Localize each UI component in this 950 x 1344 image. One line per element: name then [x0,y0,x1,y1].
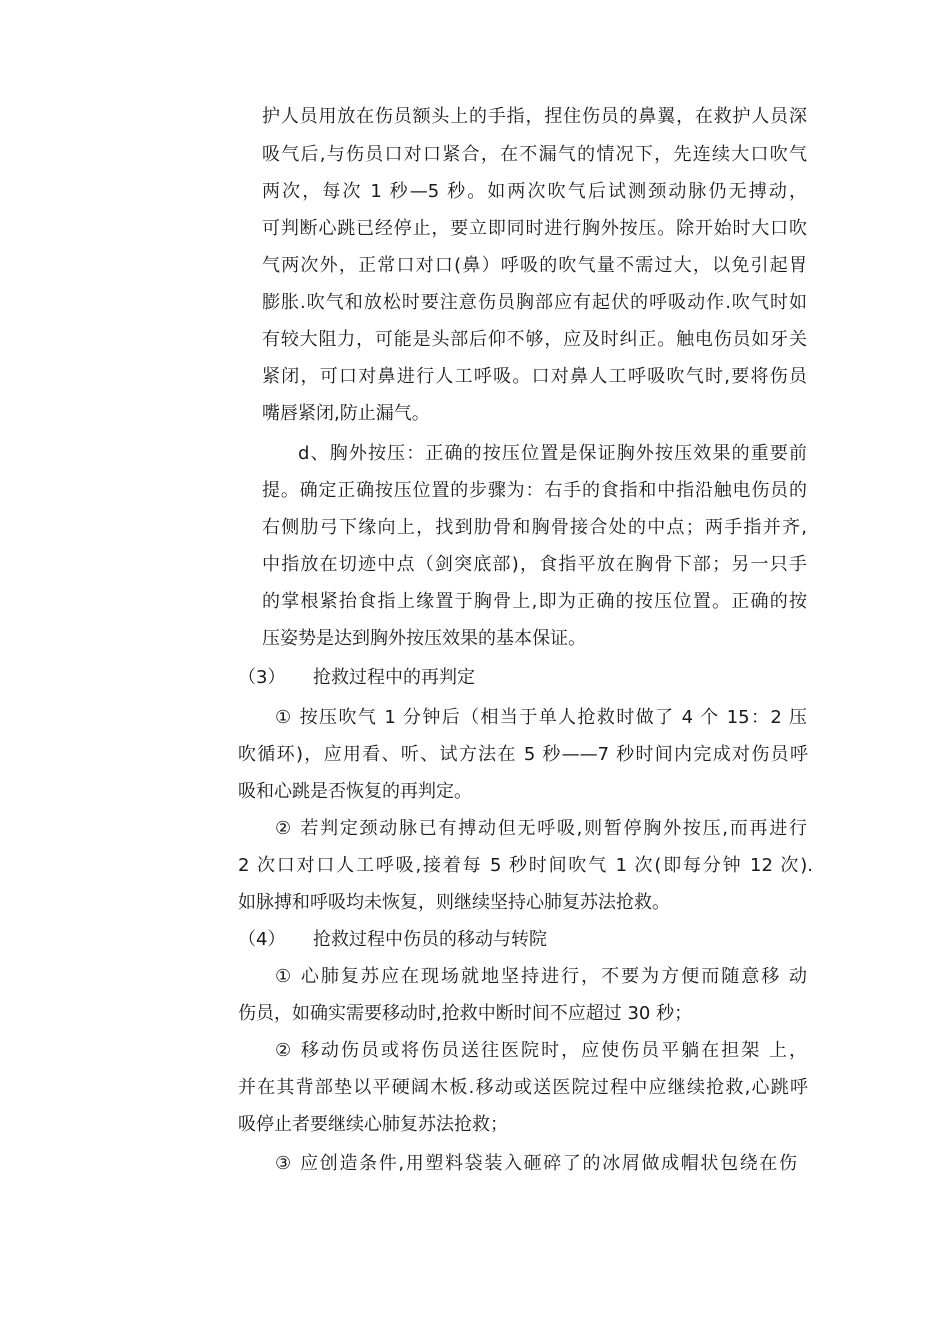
section-number: （3） [238,667,286,688]
section-title: 抢救过程中的再判定 [313,667,475,688]
text-line: 膨胀.吹气和放松时要注意伤员胸部应有起伏的呼吸动作.吹气时如 [262,292,807,313]
text-line: ② 若判定颈动脉已有搏动但无呼吸,则暂停胸外按压,而再进行 [275,818,807,839]
text-line: 如脉搏和呼吸均未恢复，则继续坚持心肺复苏法抢救。 [238,892,670,913]
text-line: 两次，每次 1 秒—5 秒。如两次吹气后试测颈动脉仍无搏动， [262,181,807,202]
text-line: 吹循环)，应用看、听、试方法在 5 秒——7 秒时间内完成对伤员呼 [238,744,808,765]
text-line: 有较大阻力，可能是头部后仰不够，应及时纠正。触电伤员如牙关 [262,329,807,350]
text-line: 嘴唇紧闭,防止漏气。 [262,403,430,424]
text-line: ① 心肺复苏应在现场就地坚持进行，不要为方便而随意移 动 [275,966,807,987]
text-line: 中指放在切迹中点（剑突底部)，食指平放在胸骨下部；另一只手 [262,554,807,575]
section-number: （4） [238,929,286,950]
text-line: 伤员，如确实需要移动时,抢救中断时间不应超过 30 秒； [238,1003,693,1024]
text-line: 提。确定正确按压位置的步骤为：右手的食指和中指沿触电伤员的 [262,480,807,501]
text-line: 右侧肋弓下缘向上，找到肋骨和胸骨接合处的中点；两手指并齐, [262,517,807,538]
text-line: d、胸外按压：正确的按压位置是保证胸外按压效果的重要前 [298,443,807,464]
text-line: 气两次外，正常口对口(鼻）呼吸的吹气量不需过大，以免引起胃 [262,255,807,276]
text-line: 2 次口对口人工呼吸,接着每 5 秒时间吹气 1 次(即每分钟 12 次). [238,855,813,876]
text-line: 吸气后,与伤员口对口紧合，在不漏气的情况下，先连续大口吹气 [262,144,807,165]
text-line: 吸停止者要继续心肺复苏法抢救； [238,1114,508,1135]
section-title: 抢救过程中伤员的移动与转院 [313,929,547,950]
text-line: 并在其背部垫以平硬阔木板.移动或送医院过程中应继续抢救,心跳呼 [238,1077,808,1098]
text-line: 的掌根紧抬食指上缘置于胸骨上,即为正确的按压位置。正确的按 [262,591,807,612]
section-heading-4 [238,926,547,954]
text-line: 紧闭，可口对鼻进行人工呼吸。口对鼻人工呼吸吹气时,要将伤员 [262,366,807,387]
text-line: ② 移动伤员或将伤员送往医院时，应使伤员平躺在担架 上， [275,1040,807,1061]
section-heading-3 [238,664,475,692]
text-line: 可判断心跳已经停止，要立即同时进行胸外按压。除开始时大口吹 [262,218,807,239]
text-line: 护人员用放在伤员额头上的手指，捏住伤员的鼻翼，在救护人员深 [262,106,807,127]
text-line: ① 按压吹气 1 分钟后（相当于单人抢救时做了 4 个 15：2 压 [275,707,807,728]
text-line: 压姿势是达到胸外按压效果的基本保证。 [262,628,586,649]
text-line: 吸和心跳是否恢复的再判定。 [238,781,472,802]
text-line: ③ 应创造条件,用塑料袋装入砸碎了的冰屑做成帽状包绕在伤 [275,1153,797,1174]
